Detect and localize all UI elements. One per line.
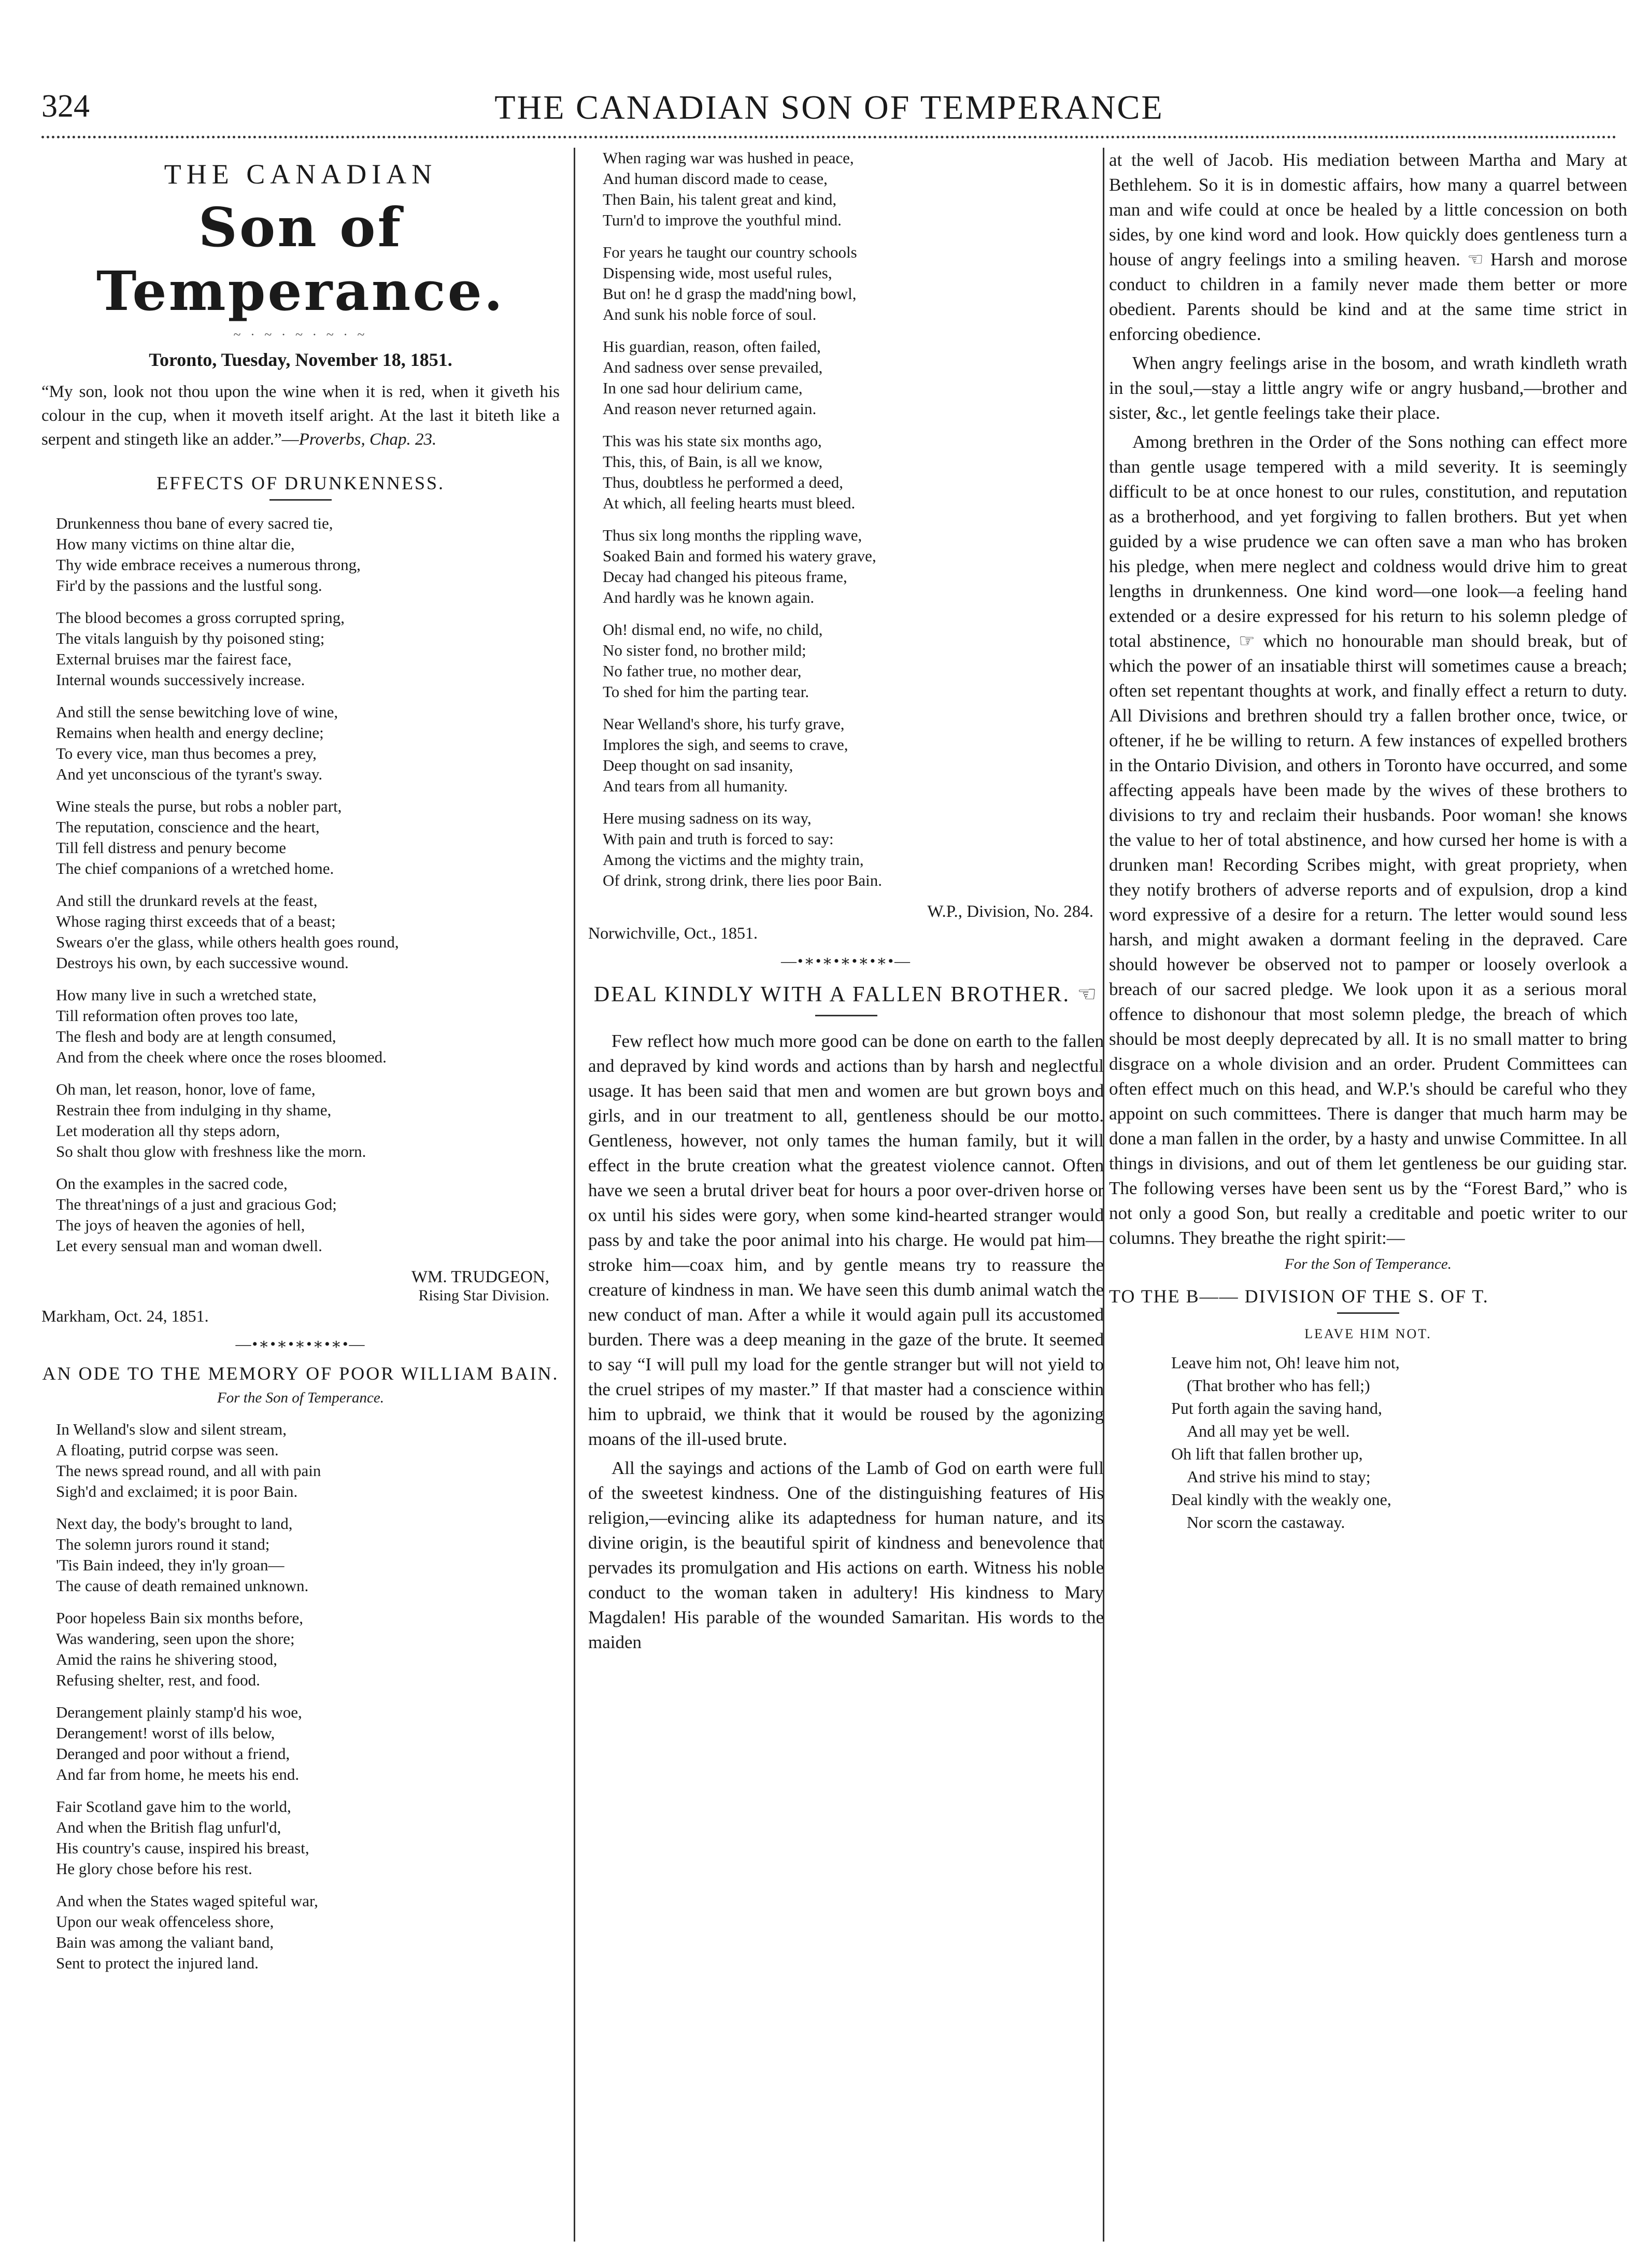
verse-line: Sigh'd and exclaimed; it is poor Bain. [56,1482,298,1500]
verse-line: Bain was among the valiant band, [56,1933,274,1951]
verse-line: Dispensing wide, most useful rules, [603,264,832,282]
verse-line: Was wandering, seen upon the shore; [56,1629,295,1648]
verse-line: How many victims on thine altar die, [56,535,295,553]
verse-line: His country's cause, inspired his breast, [56,1839,309,1857]
verse-line: The solemn jurors round it stand; [56,1535,270,1553]
masthead-ornament: ~ · ~ · ~ · ~ · ~ [233,327,368,342]
verse-line: Refusing shelter, rest, and food. [56,1671,260,1689]
title-rule [269,499,332,501]
verse-line: Poor hopeless Bain six months before, [56,1609,304,1627]
verse-line: This was his state six months ago, [603,432,822,450]
verse-line: Swears o'er the glass, while others health goes round, [56,933,399,951]
running-head [41,88,1617,135]
verse-line: Till reformation often proves too late, [56,1007,298,1025]
poem-body-continued [588,148,1104,891]
verse-line: The threat'nings of a just and gracious God; [56,1195,337,1213]
verse-line: And strive his mind to stay; [1187,1467,1371,1486]
verse-line: And still the drunkard revels at the feast, [56,891,318,910]
masthead-title: Son of Temperance. [96,195,505,323]
verse-line: Oh man, let reason, honor, love of fame, [56,1080,316,1098]
title-rule [815,1015,877,1016]
verse-line: On the examples in the sacred code, [56,1174,288,1193]
poem-title: TO THE B—— DIVISION OF THE S. OF T. [1109,1286,1489,1307]
verse-line: Let moderation all thy steps adorn, [56,1122,280,1140]
verse-line: With pain and truth is forced to say: [603,830,834,848]
stanza [603,619,1104,702]
poem-body [1171,1351,1627,1534]
section-ornament: —•∗•∗•∗•∗•∗•— [235,1336,366,1353]
poem-body [41,513,560,1256]
verse-line: When raging war was hushed in peace, [603,149,854,167]
verse-line: In one sad hour delirium came, [603,379,803,397]
stanza [56,607,560,690]
verse-line: So shalt thou glow with freshness like the morn. [56,1142,366,1160]
stanza [56,796,560,879]
verse-line: And all may yet be well. [1187,1422,1350,1440]
section-ornament: —•∗•∗•∗•∗•∗•— [781,953,911,970]
article-paragraph: All the sayings and actions of the Lamb of God on earth were full of the sweetest kindness. One of the distinguishing features of His religion,—evincing alike its adaptedness for human nature, and its divine origin, is the beautiful spirit of kindness and benevolence that pervades its promulgation and His actions on earth. Witness his noble conduct to the woman taken in adultery! His kindness to Mary Magdalen! His parable of the wounded Samaritan. His words to the maiden [588,1458,1104,1652]
verse-line: Derangement plainly stamp'd his woe, [56,1703,302,1721]
header-rule [41,136,1617,138]
poem-signature: W.P., Division, No. 284. [927,902,1093,921]
verse-line: And from the cheek where once the roses bloomed. [56,1048,387,1066]
column-3 [1109,148,1627,2247]
verse-line: Leave him not, Oh! leave him not, [1171,1353,1400,1372]
verse-line: Soaked Bain and formed his watery grave, [603,547,876,565]
poem-signature: WM. TRUDGEON, [411,1268,549,1286]
poem-place-date: Norwichville, Oct., 1851. [588,924,758,942]
verse-line: He glory chose before his rest. [56,1860,252,1878]
stanza [56,890,560,973]
verse-line: Amid the rains he shivering stood, [56,1650,278,1668]
verse-line: And human discord made to cease, [603,169,828,188]
verse-line: Till fell distress and penury become [56,839,286,857]
motto-source: Proverbs, Chap. 23. [298,430,437,449]
verse-line: External bruises mar the fairest face, [56,650,292,668]
verse-line: Drunkenness thou bane of every sacred tie, [56,514,333,532]
verse-line: How many live in such a wretched state, [56,986,317,1004]
verse-line: Restrain thee from indulging in thy shame, [56,1101,332,1119]
verse-line: But on! he d grasp the madd'ning bowl, [603,285,857,303]
verse-line: Here musing sadness on its way, [603,809,812,827]
page-number: 324 [41,89,90,124]
verse-line: Fair Scotland gave him to the world, [56,1797,291,1816]
verse-line: And tears from all humanity. [603,777,788,795]
verse-line: Oh! dismal end, no wife, no child, [603,620,823,639]
verse-line: Deal kindly with the weakly one, [1171,1490,1391,1509]
verse-line: Thy wide embrace receives a numerous throng, [56,556,361,574]
poem-signature-division: Rising Star Division. [418,1287,549,1304]
stanza [603,525,1104,608]
column-1 [41,148,560,2247]
poem-subtitle: LEAVE HIM NOT. [1304,1326,1432,1341]
verse-line: Of drink, strong drink, there lies poor Bain. [603,871,882,889]
verse-line: And hardly was he known again. [603,588,815,606]
stanza [56,1608,560,1691]
title-rule [1337,1312,1399,1314]
verse-line: His guardian, reason, often failed, [603,337,821,356]
verse-line: No sister fond, no brother mild; [603,641,806,659]
stanza [56,1419,560,1502]
dateline: Toronto, Tuesday, November 18, 1851. [149,349,452,370]
stanza [56,1891,560,1974]
poem-body [41,1419,560,1974]
verse-line: To shed for him the parting tear. [603,683,809,701]
article-paragraph: When angry feelings arise in the bosom, and wrath kindleth wrath in the soul,—stay a little angry wife or angry husband,—brother and sister, &c., let gentle feelings take their place. [1109,353,1627,423]
verse-line: And sunk his noble force of soul. [603,305,817,323]
verse-line: Remains when health and energy decline; [56,724,324,742]
verse-line: Thus, doubtless he performed a deed, [603,473,844,491]
stanza [56,1079,560,1162]
poem-title: EFFECTS OF DRUNKENNESS. [156,473,445,493]
stanza [56,985,560,1068]
verse-line: Deranged and poor without a friend, [56,1745,290,1763]
verse-line: Destroys his own, by each successive wound. [56,954,349,972]
masthead-line-1: THE CANADIAN [164,159,437,190]
stanza [56,513,560,596]
verse-line: Put forth again the saving hand, [1171,1399,1383,1418]
stanza [603,808,1104,891]
verse-line: The news spread round, and all with pain [56,1462,321,1480]
verse-line: This, this, of Bain, is all we know, [603,452,823,471]
poem-title: AN ODE TO THE MEMORY OF POOR WILLIAM BAIN. [42,1363,559,1384]
poem-dedication: For the Son of Temperance. [217,1390,384,1406]
verse-line: Fir'd by the passions and the lustful song. [56,576,322,594]
verse-line: Deep thought on sad insanity, [603,756,793,774]
verse-line: (That brother who has fell;) [1187,1376,1370,1395]
column-2 [588,148,1104,2247]
verse-line: And reason never returned again. [603,400,817,418]
article-paragraph: Few reflect how much more good can be done on earth to the fallen and depraved by kind words and actions than by harsh and neglectful usage. It has been said that men and women are but grown boys and girls, and in our treatment to all, gentleness should be our motto. Gentleness, however, not only tames the human family, but it will effect in the brute creation what the greatest violence cannot. Often have we seen a brutal driver beat for hours a poor over-driven horse or ox until his sides were gory, when some kind-hearted stranger would pass by and take the poor animal into his charge. He would pat him—stroke him—coax him, and by gentle means try to reassure the creature of kindness in man. We have seen this dumb animal watch the new conduct of man. After a while it would again pull its accustomed burden. There was a deep meaning in the gaze of the brute. It seemed to say “I will pull my load for the gentle stranger but will not yield to the cruel stripes of my master.” If that master had a conscience within him to upbraid, we think that it would be roused by the agonizing moans of the ill-used brute. [588,1031,1104,1449]
verse-line: Whose raging thirst exceeds that of a beast; [56,912,336,930]
verse-line: The flesh and body are at length consumed, [56,1027,336,1045]
verse-line: And sadness over sense prevailed, [603,358,823,376]
verse-line: Nor scorn the castaway. [1187,1513,1345,1532]
verse-line: At which, all feeling hearts must bleed. [603,494,856,512]
verse-line: Upon our weak offenceless shore, [56,1912,274,1931]
verse-line: 'Tis Bain indeed, they in'ly groan— [56,1556,285,1574]
verse-line: Then Bain, his talent great and kind, [603,190,837,208]
verse-line: And when the States waged spiteful war, [56,1892,318,1910]
motto: “My son, look not thou upon the wine when it is red, when it giveth his colour in the cup, when it moveth itself aright. At the last it biteth like a serpent and stingeth like an adder.”—Proverbs, Chap. 23. [41,382,560,449]
verse-line: Thus six long months the rippling wave, [603,526,862,544]
verse-line: A floating, putrid corpse was seen. [56,1441,279,1459]
verse-line: No father true, no mother dear, [603,662,802,680]
stanza [603,431,1104,514]
verse-line: And far from home, he meets his end. [56,1765,300,1783]
verse-line: The vitals languish by thy poisoned sting; [56,629,325,647]
verse-line: And still the sense bewitching love of wine, [56,703,338,721]
verse-line: Decay had changed his piteous frame, [603,568,847,586]
verse-line: Derangement! worst of ills below, [56,1724,275,1742]
verse-line: The blood becomes a gross corrupted spring, [56,608,345,627]
stanza [603,714,1104,797]
verse-line: The joys of heaven the agonies of hell, [56,1216,305,1234]
verse-line: Turn'd to improve the youthful mind. [603,211,842,229]
running-title: THE CANADIAN SON OF TEMPERANCE [494,89,1164,126]
verse-line: For years he taught our country schools [603,243,857,261]
verse-line: The cause of death remained unknown. [56,1577,309,1595]
stanza [603,242,1104,325]
verse-line: Next day, the body's brought to land, [56,1514,293,1533]
verse-line: Oh lift that fallen brother up, [1171,1444,1363,1463]
verse-line: Let every sensual man and woman dwell. [56,1237,322,1255]
poem-place-date: Markham, Oct. 24, 1851. [41,1307,209,1325]
verse-line: Near Welland's shore, his turfy grave, [603,715,845,733]
column-rule [574,148,575,2242]
verse-line: Among the victims and the mighty train, [603,850,864,869]
verse-line: Internal wounds successively increase. [56,671,305,689]
article-title: DEAL KINDLY WITH A FALLEN BROTHER. ☜ [593,983,1099,1007]
article-paragraph: Among brethren in the Order of the Sons nothing can effect more than gentle usage tempered with a mild severity. It is seemingly difficult to be at once honest to our rules, constitution, and reputation as a brotherhood, and yet forgiving to fallen brothers. But yet when guided by a wise prudence we can often save a man who has broken his pledge, when mere neglect and coldness would drive him to great lengths in drunkenness. One kind word—one look—a feeling hand extended or a desire expressed for his return to his solemn pledge of total abstinence, ☞ which no honourable man should break, but of which the power of an insatiable thirst will sometimes cause a breach; often set repentant thoughts at work, and finally effect a return to duty. All Divisions and brethren should try a fallen brother once, twice, or oftener, if he be willing to return. A few instances of expelled brothers in the Ontario Division, and others in Toronto have occurred, and some affecting appeals have been made by the wives of these brothers to divisions to try and reclaim their husbands. Poor woman! she knows the value to her of total abstinence, and how cursed her home is with a drunken man! Recording Scribes might, with great propriety, when they notify brothers of adverse reports and of expulsion, drop a kind word expressive of a desire for a return. The letter would sound less harsh, and might awaken a dormant feeling in the depraved. Care should however be observed not to pamper or loosely overlook a breach of our sacred pledge. We look upon it as a serious moral offence to dishonour that most solemn pledge, the breach of which should be most deeply deprecated by all. It is no small matter to bring disgrace on a whole division and an order. Prudent Committees can often effect much on this head, and W.P.'s should be careful who they appoint on such committees. There is danger that much harm may be done a man fallen in the order, by a hasty and unwise Committee. In all things in divisions, and out of them let gentleness be our guiding star. The following verses have been sent us by the “Forest Bard,” who is not only a good Son, but really a creditable and poetic writer to our columns. They breathe the right spirit:— [1109,432,1627,1248]
stanza [603,148,1104,231]
stanza [56,1513,560,1596]
verse-line: Sent to protect the injured land. [56,1954,259,1972]
verse-line: To every vice, man thus becomes a prey, [56,744,317,762]
article-paragraph: at the well of Jacob. His mediation between Martha and Mary at Bethlehem. So it is in domestic affairs, how many a quarrel between man and wife could at once be healed by a little concession on both sides, by one kind word and look. How quickly does gentleness turn a house of angry feelings into a smiling heaven. ☜ Harsh and morose conduct to children in a family never made them better or more obedient. Parents should be kind and at the same time strict in enforcing obedience. [1109,150,1627,344]
stanza [56,1702,560,1785]
stanza [603,336,1104,419]
poem-dedication: For the Son of Temperance. [1285,1256,1452,1272]
verse-line: The reputation, conscience and the heart, [56,818,320,836]
verse-line: And yet unconscious of the tyrant's sway. [56,765,323,783]
verse-line: Implores the sigh, and seems to crave, [603,735,848,754]
verse-line: And when the British flag unfurl'd, [56,1818,281,1836]
stanza [56,1796,560,1879]
verse-line: The chief companions of a wretched home. [56,859,334,877]
stanza [56,1173,560,1256]
verse-line: In Welland's slow and silent stream, [56,1420,287,1438]
verse-line: Wine steals the purse, but robs a nobler part, [56,797,342,815]
stanza [56,702,560,785]
